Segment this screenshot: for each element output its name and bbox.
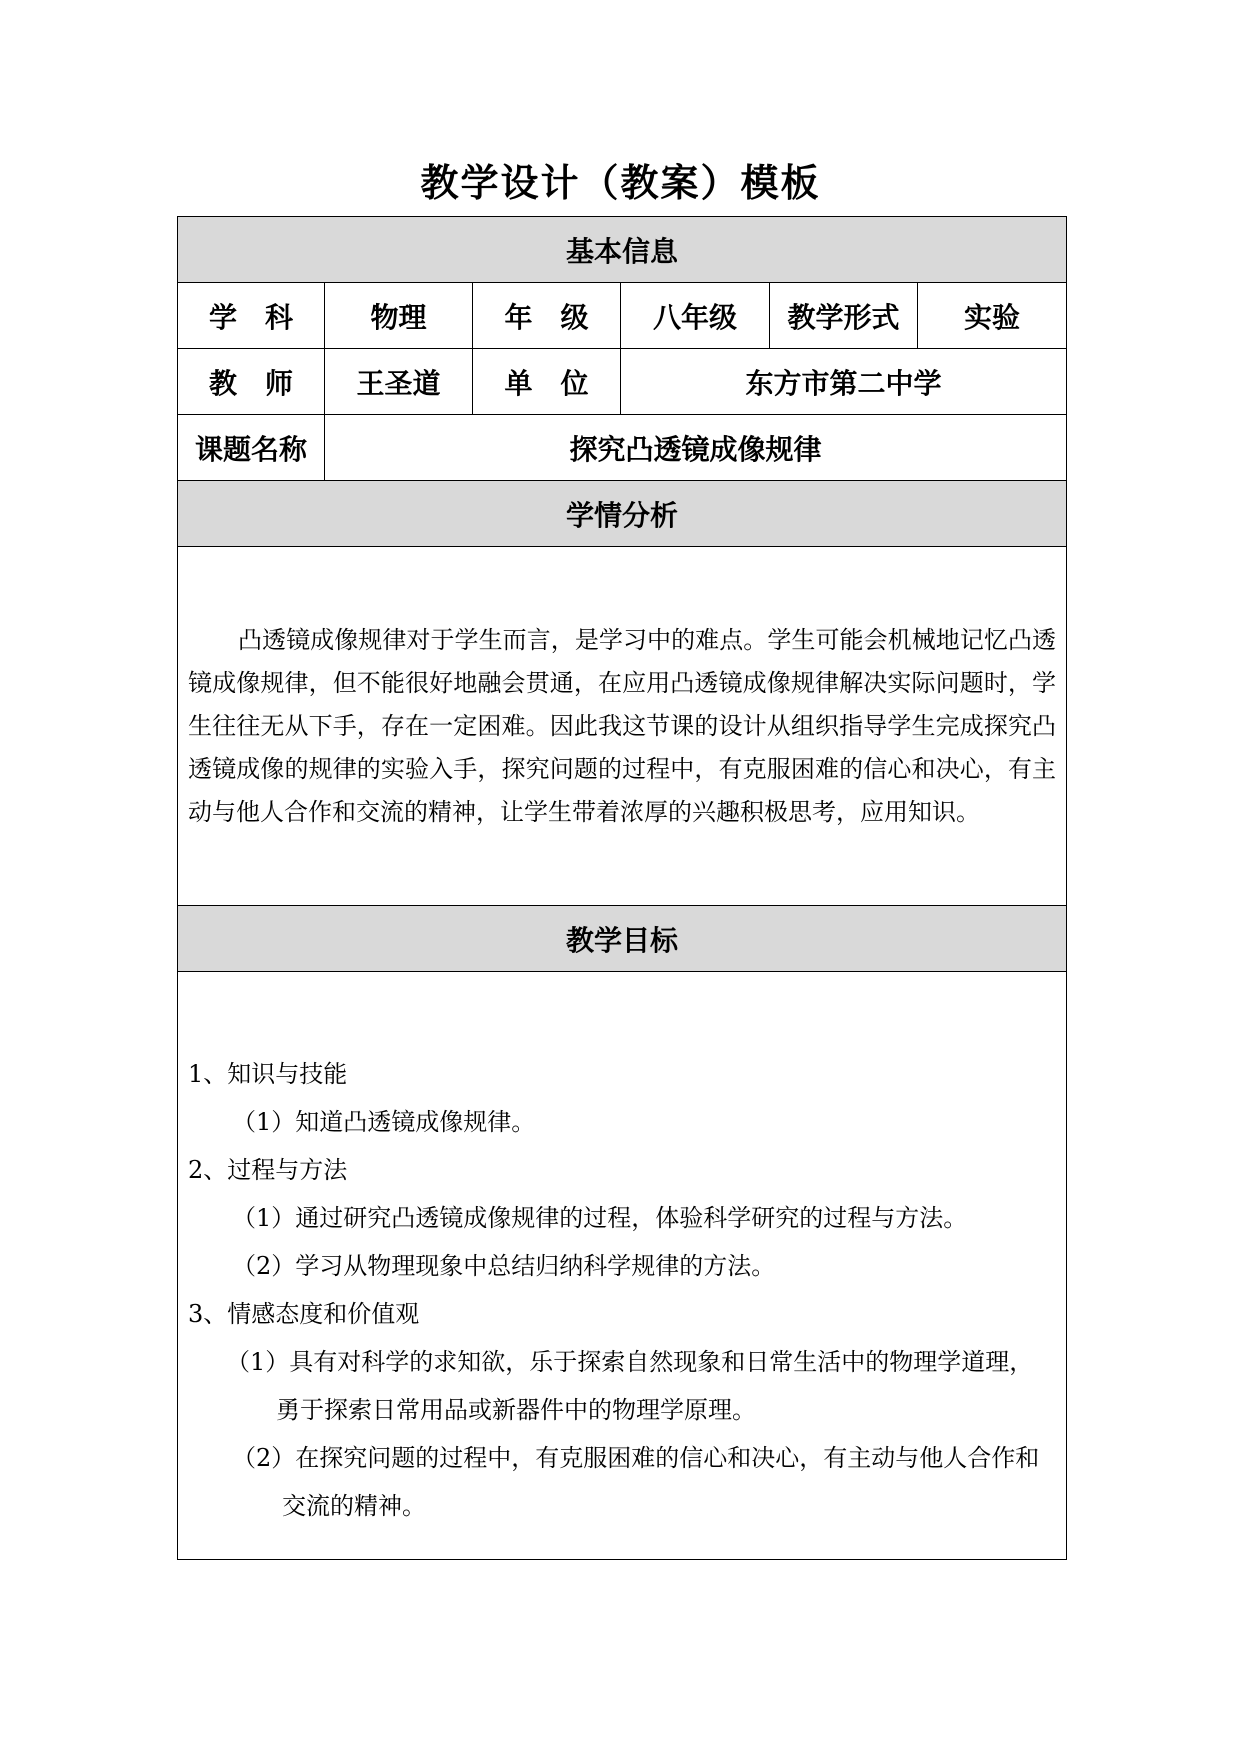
- goals-header-row: [178, 906, 1067, 972]
- goal-section-process: 2、过程与方法: [188, 1155, 348, 1184]
- analysis-text: 凸透镜成像规律对于学生而言，是学习中的难点。学生可能会机械地记忆凸透镜成像规律，但不能很好地融会贯通，在应用凸透镜成像规律解决实际问题时，学生往往无从下手，存在一定困难。因此我这节课的设计从组织指导学生完成探究凸透镜成像的规律的实验入手，探究问题的过程中，有克服困难的信心和决心，有主动与他人合作和交流的精神，让学生带着浓厚的兴趣积极思考，应用知识。: [188, 625, 1057, 826]
- goals-cell: [178, 972, 1067, 1560]
- unit-label: 单 位: [473, 349, 621, 415]
- analysis-cell: [178, 547, 1067, 906]
- topic-label: 课题名称: [178, 415, 325, 481]
- basic-info-header: 基本信息: [178, 217, 1067, 283]
- subject-value: 物理: [325, 283, 473, 349]
- goal-item: （2）学习从物理现象中总结归纳科学规律的方法。: [232, 1251, 776, 1280]
- goals-header: 教学目标: [178, 906, 1067, 972]
- lesson-plan-table: [177, 216, 1067, 1560]
- unit-value: 东方市第二中学: [621, 349, 1067, 415]
- subject-label: 学 科: [178, 283, 325, 349]
- document-title: 教学设计（教案）模板: [420, 160, 821, 205]
- goals-row: [178, 972, 1067, 1560]
- analysis-header-row: [178, 481, 1067, 547]
- grade-label: 年 级: [473, 283, 621, 349]
- goal-section-attitude: 3、情感态度和价值观: [188, 1299, 420, 1328]
- grade-value: 八年级: [621, 283, 770, 349]
- teaching-form-label: 教学形式: [770, 283, 918, 349]
- topic-value: 探究凸透镜成像规律: [325, 415, 1067, 481]
- teacher-row: [178, 349, 1067, 415]
- teaching-form-value: 实验: [918, 283, 1067, 349]
- topic-row: [178, 415, 1067, 481]
- goal-item: （1）知道凸透镜成像规律。: [232, 1107, 536, 1136]
- teacher-label: 教 师: [178, 349, 325, 415]
- basic-info-header-row: [178, 217, 1067, 283]
- goal-item: （1）具有对科学的求知欲，乐于探索自然现象和日常生活中的物理学道理，勇于探索日常用品或新器件中的物理学原理。: [226, 1347, 1034, 1424]
- goal-item: （2）在探究问题的过程中，有克服困难的信心和决心，有主动与他人合作和交流的精神。: [232, 1443, 1040, 1520]
- goal-section-knowledge: 1、知识与技能: [188, 1059, 348, 1088]
- analysis-header: 学情分析: [178, 481, 1067, 547]
- goal-item: （1）通过研究凸透镜成像规律的过程，体验科学研究的过程与方法。: [232, 1203, 968, 1232]
- subject-row: [178, 283, 1067, 349]
- teacher-value: 王圣道: [325, 349, 473, 415]
- analysis-row: [178, 547, 1067, 906]
